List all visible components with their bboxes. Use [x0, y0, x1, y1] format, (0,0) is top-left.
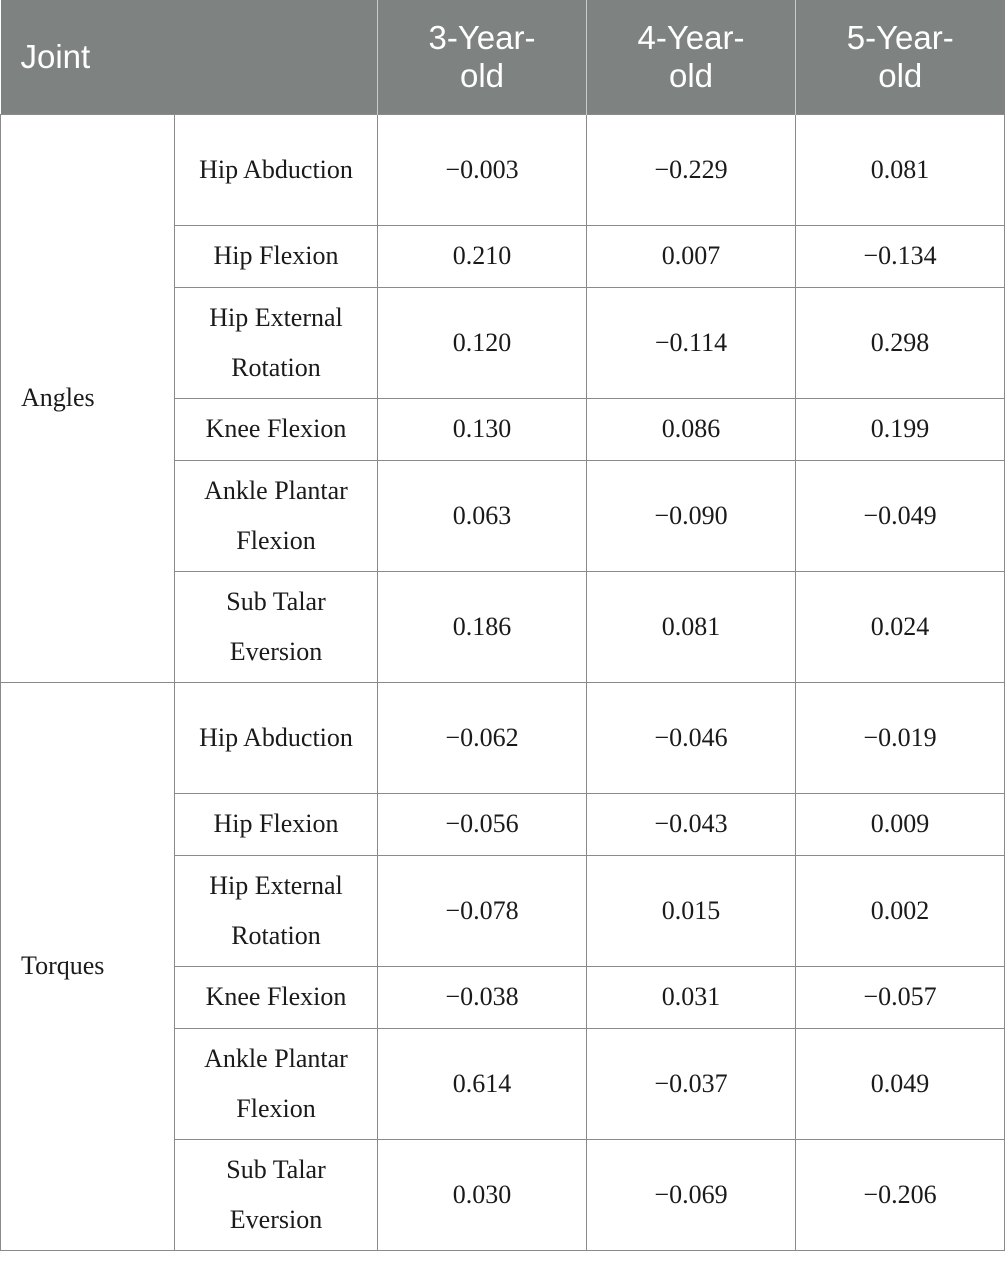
joint-cell: Hip External Rotation: [175, 855, 378, 966]
value-cell: 0.030: [378, 1139, 587, 1250]
value-cell: 0.015: [587, 855, 796, 966]
group-label-torques: Torques: [1, 682, 175, 1250]
value-cell: −0.046: [587, 682, 796, 793]
joint-cell: Sub Talar Eversion: [175, 1139, 378, 1250]
value-cell: 0.130: [378, 398, 587, 460]
value-cell: −0.038: [378, 966, 587, 1028]
value-cell: 0.024: [796, 571, 1005, 682]
joint-cell: Hip External Rotation: [175, 287, 378, 398]
header-4-year-old: 4-Year-old: [587, 0, 796, 114]
joint-cell: Knee Flexion: [175, 966, 378, 1028]
value-cell: 0.186: [378, 571, 587, 682]
value-cell: 0.063: [378, 460, 587, 571]
value-cell: −0.057: [796, 966, 1005, 1028]
value-cell: 0.210: [378, 225, 587, 287]
value-cell: 0.120: [378, 287, 587, 398]
joint-cell: Hip Flexion: [175, 793, 378, 855]
value-cell: 0.298: [796, 287, 1005, 398]
value-cell: −0.114: [587, 287, 796, 398]
value-cell: 0.049: [796, 1028, 1005, 1139]
value-cell: −0.078: [378, 855, 587, 966]
joint-cell: Sub Talar Eversion: [175, 571, 378, 682]
header-3-year-old: 3-Year-old: [378, 0, 587, 114]
joint-cell: Hip Abduction: [175, 114, 378, 225]
value-cell: 0.614: [378, 1028, 587, 1139]
value-cell: 0.009: [796, 793, 1005, 855]
joint-cell: Ankle Plantar Flexion: [175, 460, 378, 571]
header-joint: Joint: [1, 0, 378, 114]
value-cell: 0.086: [587, 398, 796, 460]
value-cell: 0.007: [587, 225, 796, 287]
group-label-angles: Angles: [1, 114, 175, 682]
value-cell: 0.081: [587, 571, 796, 682]
value-cell: −0.043: [587, 793, 796, 855]
value-cell: −0.069: [587, 1139, 796, 1250]
value-cell: 0.002: [796, 855, 1005, 966]
value-cell: −0.019: [796, 682, 1005, 793]
table-row: [1, 114, 1005, 225]
table-row: [1, 682, 1005, 793]
value-cell: 0.031: [587, 966, 796, 1028]
joint-cell: Ankle Plantar Flexion: [175, 1028, 378, 1139]
value-cell: −0.003: [378, 114, 587, 225]
header-5-year-old: 5-Year-old: [796, 0, 1005, 114]
value-cell: −0.062: [378, 682, 587, 793]
value-cell: −0.049: [796, 460, 1005, 571]
joint-cell: Hip Abduction: [175, 682, 378, 793]
joint-cell: Hip Flexion: [175, 225, 378, 287]
value-cell: 0.199: [796, 398, 1005, 460]
header-row: [1, 0, 1005, 114]
value-cell: 0.081: [796, 114, 1005, 225]
joint-cell: Knee Flexion: [175, 398, 378, 460]
value-cell: −0.037: [587, 1028, 796, 1139]
value-cell: −0.229: [587, 114, 796, 225]
value-cell: −0.206: [796, 1139, 1005, 1250]
value-cell: −0.056: [378, 793, 587, 855]
value-cell: −0.134: [796, 225, 1005, 287]
value-cell: −0.090: [587, 460, 796, 571]
